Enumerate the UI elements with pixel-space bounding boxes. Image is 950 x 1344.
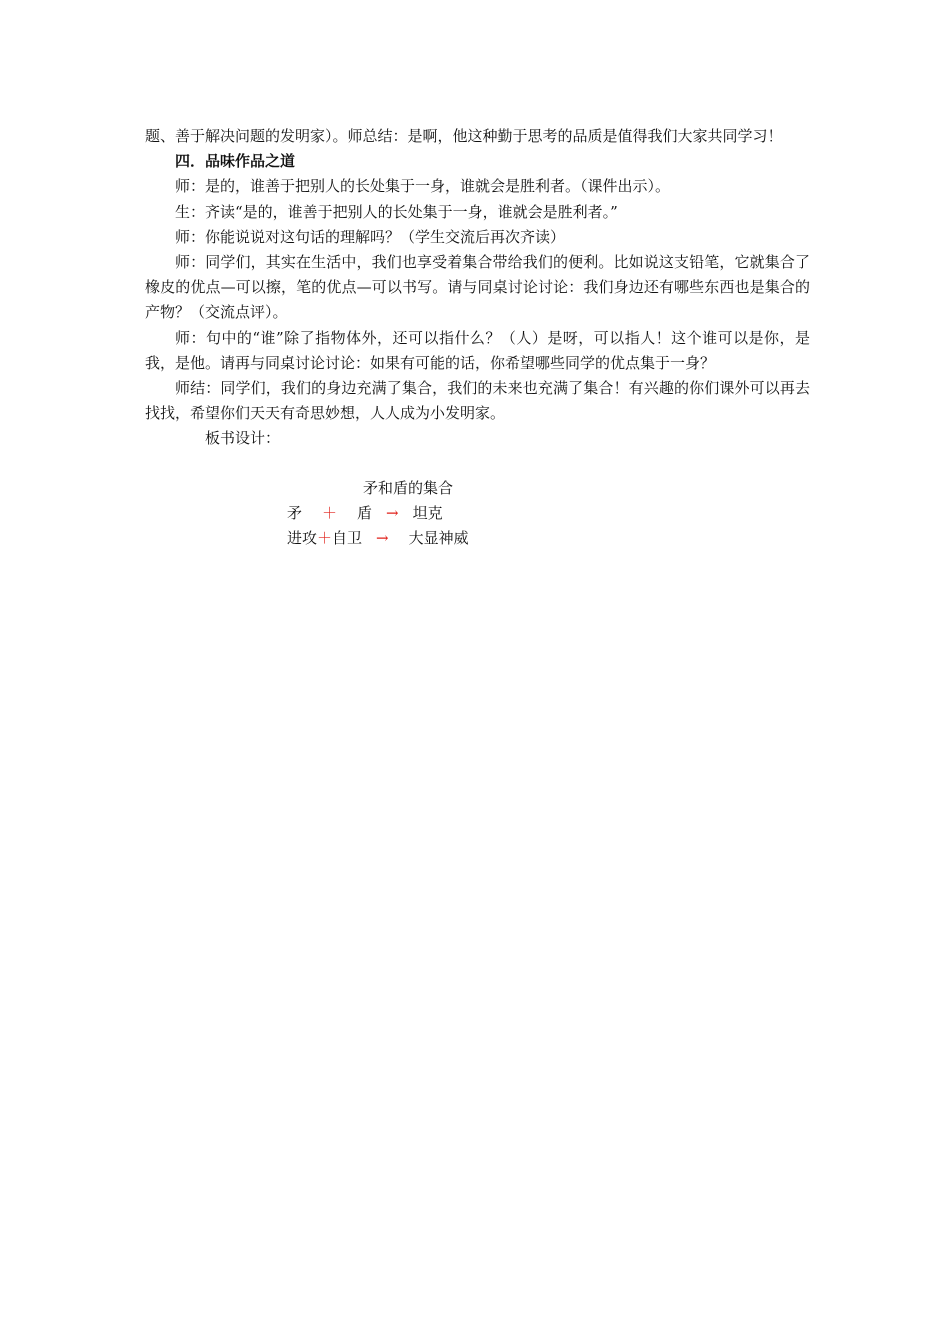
board-result: 大显神威 [408,529,469,547]
board-term: 自卫 [332,529,363,547]
board-row-1 [287,501,443,526]
plus-symbol: ＋ [322,504,338,522]
arrow-right-icon: → [376,529,389,547]
board-title: 矛和盾的集合 [363,479,454,497]
paragraph-conclusion: 师结：同学们，我们的身边充满了集合，我们的未来也充满了集合！有兴趣的你们课外可以再去找找，希望你们天天有奇思妙想，人人成为小发明家。 [145,379,810,423]
plus-symbol: ＋ [317,529,333,547]
paragraph-teacher-3: 师：同学们，其实在生活中，我们也享受着集合带给我们的便利。比如说这支铅笔，它就集合了橡皮的优点—可以擦，笔的优点—可以书写。请与同桌讨论讨论：我们身边还有哪些东西也是集合的产物？（交流点评）。 [145,253,810,322]
board-design-label: 板书设计： [205,429,281,448]
paragraph-teacher-2: 师：你能说说对这句话的理解吗？（学生交流后再次齐读） [175,227,566,246]
board-term: 矛 [287,504,303,522]
section-heading: 四．品味作品之道 [175,152,296,171]
paragraph-student-read: 生：齐读“是的，谁善于把别人的长处集于一身，谁就会是胜利者。” [175,202,618,221]
board-term: 盾 [357,504,373,522]
paragraph-teacher-4: 师：句中的“谁”除了指物体外，还可以指什么？（人）是呀，可以指人！这个谁可以是你，是我，是他。请再与同桌讨论讨论：如果有可能的话，你希望哪些同学的优点集于一身？ [145,328,810,372]
board-row-2 [287,526,469,551]
board-result: 坦克 [412,504,443,522]
arrow-right-icon: → [386,504,399,522]
document-body [145,124,810,547]
board-term: 进攻 [287,529,318,547]
paragraph-teacher-1: 师：是的，谁善于把别人的长处集于一身，谁就会是胜利者。（课件出示）。 [175,177,671,196]
paragraph-continuation: 题、善于解决问题的发明家）。师总结：是啊，他这种勤于思考的品质是值得我们大家共同学习！ [145,127,783,145]
